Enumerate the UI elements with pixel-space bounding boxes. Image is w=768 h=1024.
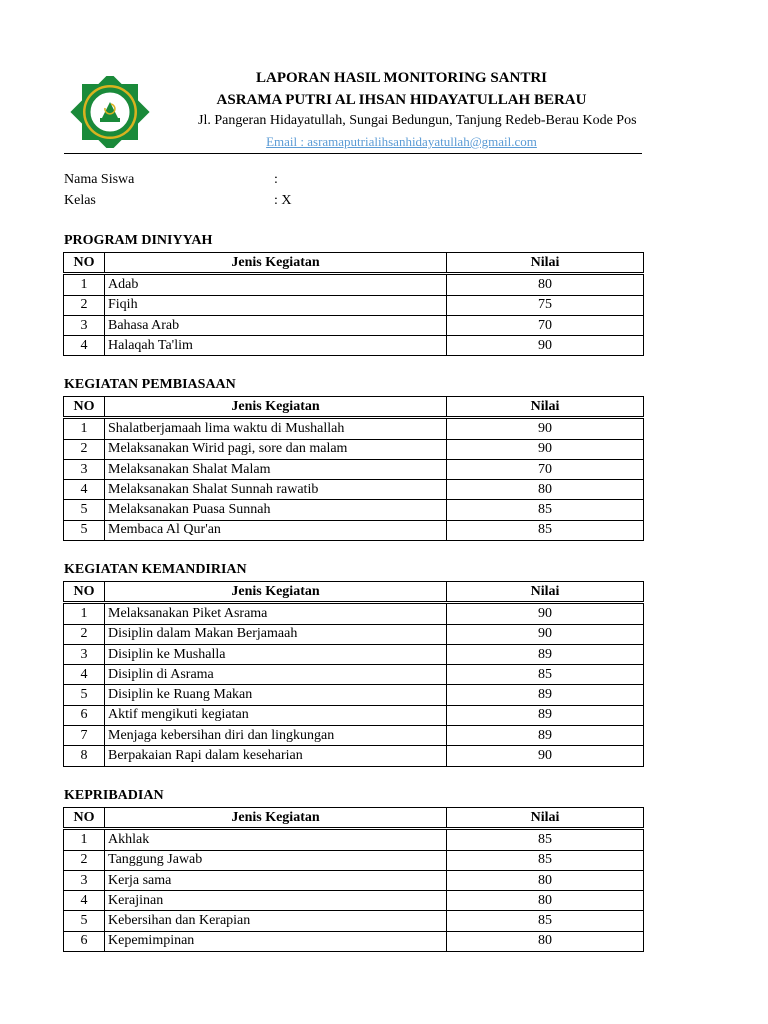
- row-number: 5: [64, 685, 105, 705]
- table-row: [64, 665, 644, 685]
- student-name-row: [64, 172, 278, 188]
- dormitory-name: ASRAMA PUTRI AL IHSAN HIDAYATULLAH BERAU: [216, 92, 587, 108]
- row-number: 3: [64, 644, 105, 664]
- score-value: 80: [447, 891, 644, 911]
- activity-name: Disiplin ke Ruang Makan: [105, 685, 447, 705]
- score-value: 80: [447, 931, 644, 951]
- activity-name: Fiqih: [105, 295, 447, 315]
- table-row: [64, 931, 644, 951]
- activity-table: [63, 807, 644, 952]
- header-no: NO: [64, 397, 105, 418]
- row-number: 2: [64, 624, 105, 644]
- activity-name: Melaksanakan Wirid pagi, sore dan malam: [105, 439, 447, 459]
- row-number: 4: [64, 891, 105, 911]
- activity-name: Adab: [105, 274, 447, 295]
- header-nilai: Nilai: [447, 397, 644, 418]
- student-name-label: Nama Siswa: [64, 172, 135, 187]
- score-value: 85: [447, 500, 644, 520]
- table-row: [64, 644, 644, 664]
- activity-table: [63, 252, 644, 356]
- header-jenis-kegiatan: Jenis Kegiatan: [105, 397, 447, 418]
- table-header-row: [64, 397, 644, 418]
- activity-name: Membaca Al Qur'an: [105, 520, 447, 540]
- score-value: 85: [447, 520, 644, 540]
- score-value: 89: [447, 705, 644, 725]
- activity-name: Kebersihan dan Kerapian: [105, 911, 447, 931]
- score-value: 75: [447, 295, 644, 315]
- header-jenis-kegiatan: Jenis Kegiatan: [105, 808, 447, 829]
- header-nilai: Nilai: [447, 582, 644, 603]
- row-number: 5: [64, 911, 105, 931]
- score-value: 80: [447, 480, 644, 500]
- table-header-row: [64, 808, 644, 829]
- row-number: 4: [64, 480, 105, 500]
- class-label: Kelas: [64, 193, 96, 208]
- row-number: 3: [64, 870, 105, 890]
- section-title: KEGIATAN PEMBIASAAN: [64, 377, 236, 392]
- activity-name: Kerja sama: [105, 870, 447, 890]
- table-row: [64, 480, 644, 500]
- row-number: 4: [64, 665, 105, 685]
- activity-name: Akhlak: [105, 829, 447, 850]
- score-value: 89: [447, 644, 644, 664]
- table-row: [64, 850, 644, 870]
- row-number: 1: [64, 603, 105, 624]
- table-row: [64, 685, 644, 705]
- email-link[interactable]: Email : asramaputrialihsanhidayatullah@gmail.com: [266, 134, 537, 149]
- table-row: [64, 746, 644, 766]
- table-row: [64, 336, 644, 356]
- activity-name: Melaksanakan Shalat Sunnah rawatib: [105, 480, 447, 500]
- row-number: 1: [64, 829, 105, 850]
- activity-name: Melaksanakan Puasa Sunnah: [105, 500, 447, 520]
- table-row: [64, 459, 644, 479]
- row-number: 2: [64, 295, 105, 315]
- activity-name: Berpakaian Rapi dalam keseharian: [105, 746, 447, 766]
- row-number: 4: [64, 336, 105, 356]
- activity-name: Disiplin di Asrama: [105, 665, 447, 685]
- activity-name: Shalatberjamaah lima waktu di Mushallah: [105, 418, 447, 439]
- row-number: 1: [64, 418, 105, 439]
- score-value: 90: [447, 624, 644, 644]
- activity-name: Bahasa Arab: [105, 315, 447, 335]
- activity-name: Melaksanakan Piket Asrama: [105, 603, 447, 624]
- activity-name: Disiplin ke Mushalla: [105, 644, 447, 664]
- score-value: 90: [447, 418, 644, 439]
- score-value: 90: [447, 603, 644, 624]
- activity-table: [63, 396, 644, 541]
- row-number: 2: [64, 850, 105, 870]
- table-row: [64, 603, 644, 624]
- table-row: [64, 726, 644, 746]
- score-value: 85: [447, 665, 644, 685]
- table-row: [64, 520, 644, 540]
- row-number: 7: [64, 726, 105, 746]
- score-value: 85: [447, 911, 644, 931]
- table-row: [64, 315, 644, 335]
- row-number: 5: [64, 520, 105, 540]
- header-divider: [64, 153, 642, 154]
- score-value: 85: [447, 829, 644, 850]
- header-no: NO: [64, 253, 105, 274]
- score-value: 90: [447, 336, 644, 356]
- student-name-value: :: [274, 172, 278, 187]
- school-emblem-logo: [66, 76, 154, 148]
- header-jenis-kegiatan: Jenis Kegiatan: [105, 253, 447, 274]
- activity-name: Aktif mengikuti kegiatan: [105, 705, 447, 725]
- table-row: [64, 295, 644, 315]
- address-line: Jl. Pangeran Hidayatullah, Sungai Bedungun, Tanjung Redeb-Berau Kode Pos: [198, 113, 637, 128]
- header-jenis-kegiatan: Jenis Kegiatan: [105, 582, 447, 603]
- table-row: [64, 418, 644, 439]
- class-row: [64, 193, 292, 209]
- row-number: 3: [64, 459, 105, 479]
- report-title: LAPORAN HASIL MONITORING SANTRI: [255, 70, 548, 86]
- score-value: 90: [447, 746, 644, 766]
- activity-name: Menjaga kebersihan diri dan lingkungan: [105, 726, 447, 746]
- section-title: PROGRAM DINIYYAH: [64, 233, 213, 248]
- row-number: 6: [64, 705, 105, 725]
- activity-name: Tanggung Jawab: [105, 850, 447, 870]
- score-value: 70: [447, 315, 644, 335]
- score-value: 80: [447, 274, 644, 295]
- activity-name: Melaksanakan Shalat Malam: [105, 459, 447, 479]
- row-number: 3: [64, 315, 105, 335]
- header-nilai: Nilai: [447, 808, 644, 829]
- table-row: [64, 870, 644, 890]
- row-number: 5: [64, 500, 105, 520]
- table-row: [64, 274, 644, 295]
- table-header-row: [64, 582, 644, 603]
- score-value: 89: [447, 685, 644, 705]
- row-number: 6: [64, 931, 105, 951]
- activity-table: [63, 581, 644, 767]
- activity-name: Halaqah Ta'lim: [105, 336, 447, 356]
- activity-name: Kepemimpinan: [105, 931, 447, 951]
- header-no: NO: [64, 808, 105, 829]
- table-row: [64, 829, 644, 850]
- table-row: [64, 705, 644, 725]
- table-row: [64, 500, 644, 520]
- activity-name: Disiplin dalam Makan Berjamaah: [105, 624, 447, 644]
- section-title: KEGIATAN KEMANDIRIAN: [64, 562, 247, 577]
- header-no: NO: [64, 582, 105, 603]
- table-header-row: [64, 253, 644, 274]
- activity-name: Kerajinan: [105, 891, 447, 911]
- class-value: : X: [274, 193, 292, 208]
- row-number: 1: [64, 274, 105, 295]
- score-value: 80: [447, 870, 644, 890]
- score-value: 89: [447, 726, 644, 746]
- section-title: KEPRIBADIAN: [64, 788, 164, 803]
- row-number: 2: [64, 439, 105, 459]
- table-row: [64, 911, 644, 931]
- score-value: 90: [447, 439, 644, 459]
- table-row: [64, 624, 644, 644]
- header-nilai: Nilai: [447, 253, 644, 274]
- score-value: 70: [447, 459, 644, 479]
- score-value: 85: [447, 850, 644, 870]
- row-number: 8: [64, 746, 105, 766]
- table-row: [64, 439, 644, 459]
- table-row: [64, 891, 644, 911]
